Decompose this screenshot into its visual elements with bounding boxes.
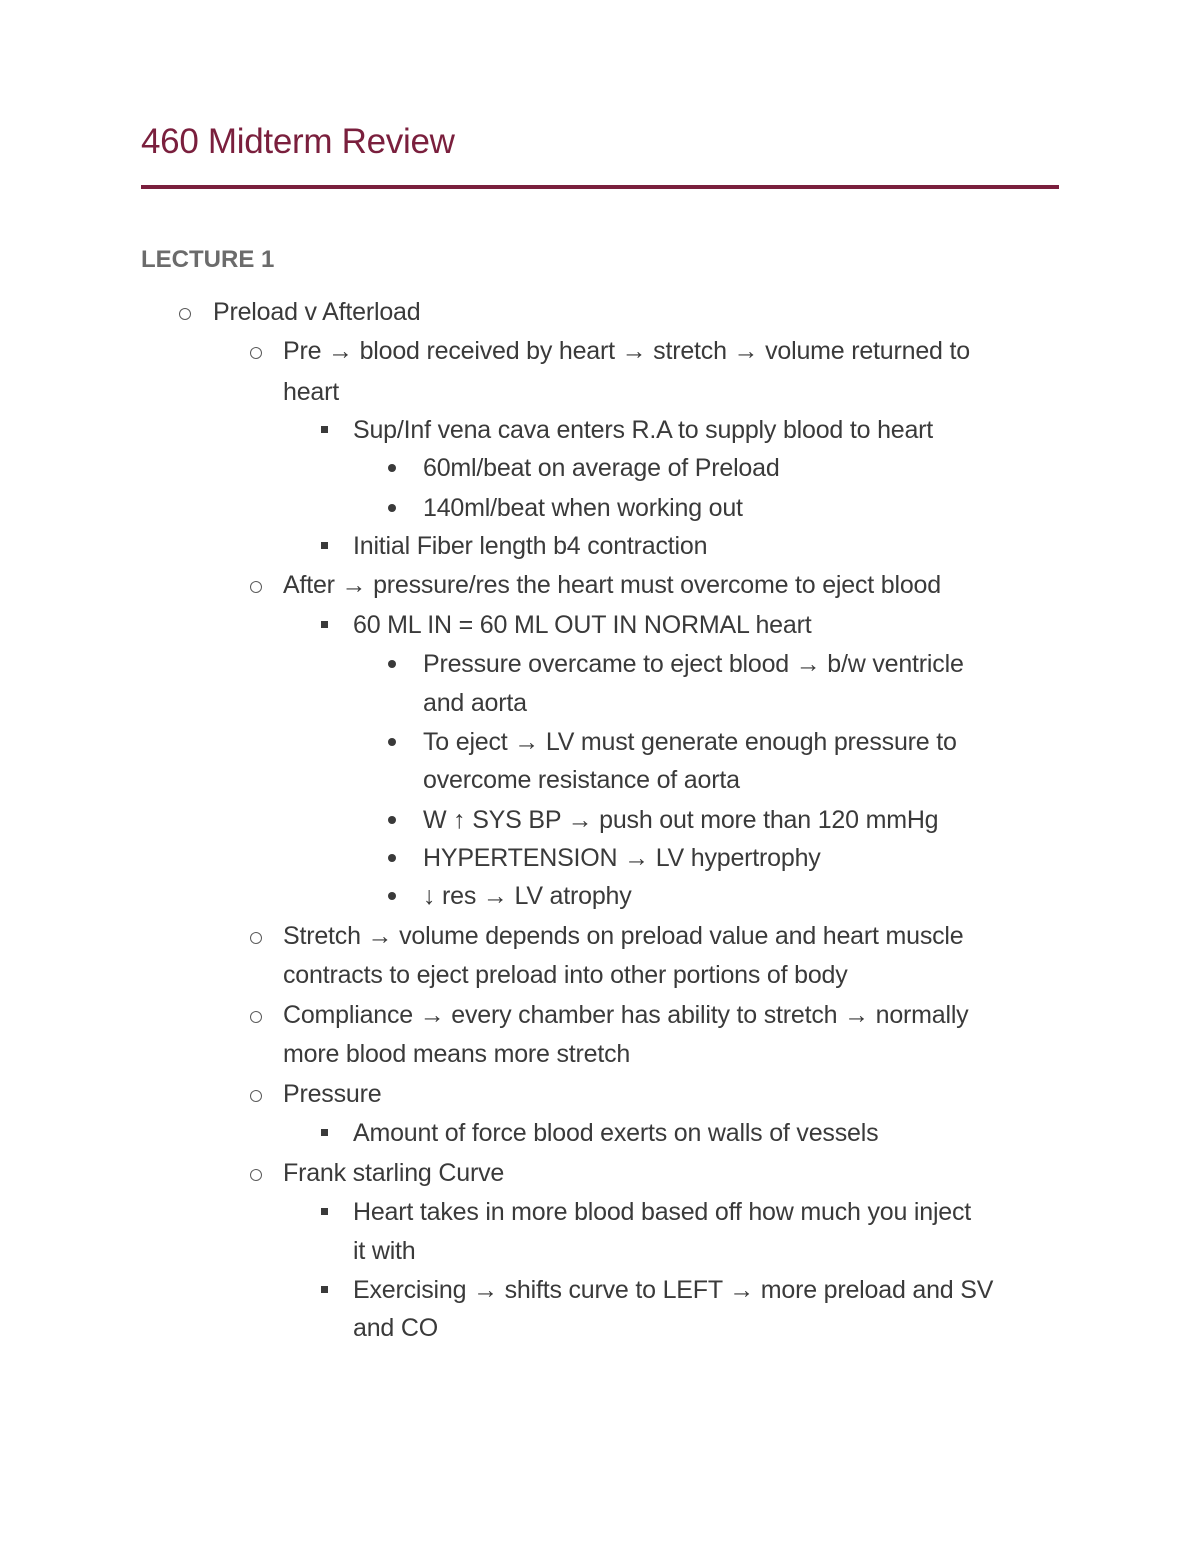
square-bullet-icon [321,621,328,628]
dot-bullet-icon [388,816,396,824]
circle-bullet-icon [179,308,191,320]
outline-item: Sup/Inf vena cava enters R.A to supply blood to heart [353,416,934,444]
outline-item: Stretch → volume depends on preload value and heart muscle [283,922,964,950]
outline-item: HYPERTENSION → LV hypertrophy [423,844,821,872]
dot-bullet-icon [388,504,396,512]
circle-bullet-icon [250,347,262,359]
outline-item: Initial Fiber length b4 contraction [353,532,708,560]
dot-bullet-icon [388,464,396,472]
dot-bullet-icon [388,738,396,746]
circle-bullet-icon [250,1090,262,1102]
square-bullet-icon [321,1129,328,1136]
outline-item: 140ml/beat when working out [423,494,743,522]
outline-item: Pressure [283,1080,382,1108]
document-title: 460 Midterm Review [141,122,455,161]
square-bullet-icon [321,1208,328,1215]
outline-item: To eject → LV must generate enough pressure to [423,728,957,756]
circle-bullet-icon [250,581,262,593]
title-divider [141,185,1059,189]
dot-bullet-icon [388,660,396,668]
outline-item: Pressure overcame to eject blood → b/w ventricle [423,650,964,678]
circle-bullet-icon [250,1169,262,1181]
outline-item-continuation: and aorta [423,689,527,717]
outline-item: Exercising → shifts curve to LEFT → more preload and SV [353,1276,994,1304]
outline-item: Heart takes in more blood based off how much you inject [353,1198,972,1226]
outline-item: W ↑ SYS BP → push out more than 120 mmHg [423,806,939,834]
outline-item: Preload v Afterload [213,298,421,326]
square-bullet-icon [321,1286,328,1293]
outline-item-continuation: and CO [353,1314,438,1342]
outline-item: ↓ res → LV atrophy [423,882,632,910]
outline-item-continuation: more blood means more stretch [283,1040,631,1068]
circle-bullet-icon [250,1011,262,1023]
outline-item: After → pressure/res the heart must overcome to eject blood [283,571,941,599]
outline-item: Pre → blood received by heart → stretch → volume returned to [283,337,970,365]
square-bullet-icon [321,426,328,433]
outline-item: Compliance → every chamber has ability to stretch → normally [283,1001,969,1029]
outline-item: 60ml/beat on average of Preload [423,454,780,482]
outline-item: 60 ML IN = 60 ML OUT IN NORMAL heart [353,611,812,639]
dot-bullet-icon [388,892,396,900]
section-heading: LECTURE 1 [141,246,275,273]
outline-item-continuation: it with [353,1237,416,1265]
outline-item-continuation: overcome resistance of aorta [423,766,740,794]
circle-bullet-icon [250,932,262,944]
outline-item-continuation: contracts to eject preload into other portions of body [283,961,848,989]
outline-item-continuation: heart [283,378,339,406]
outline-item: Frank starling Curve [283,1159,505,1187]
dot-bullet-icon [388,854,396,862]
outline-item: Amount of force blood exerts on walls of vessels [353,1119,879,1147]
square-bullet-icon [321,542,328,549]
